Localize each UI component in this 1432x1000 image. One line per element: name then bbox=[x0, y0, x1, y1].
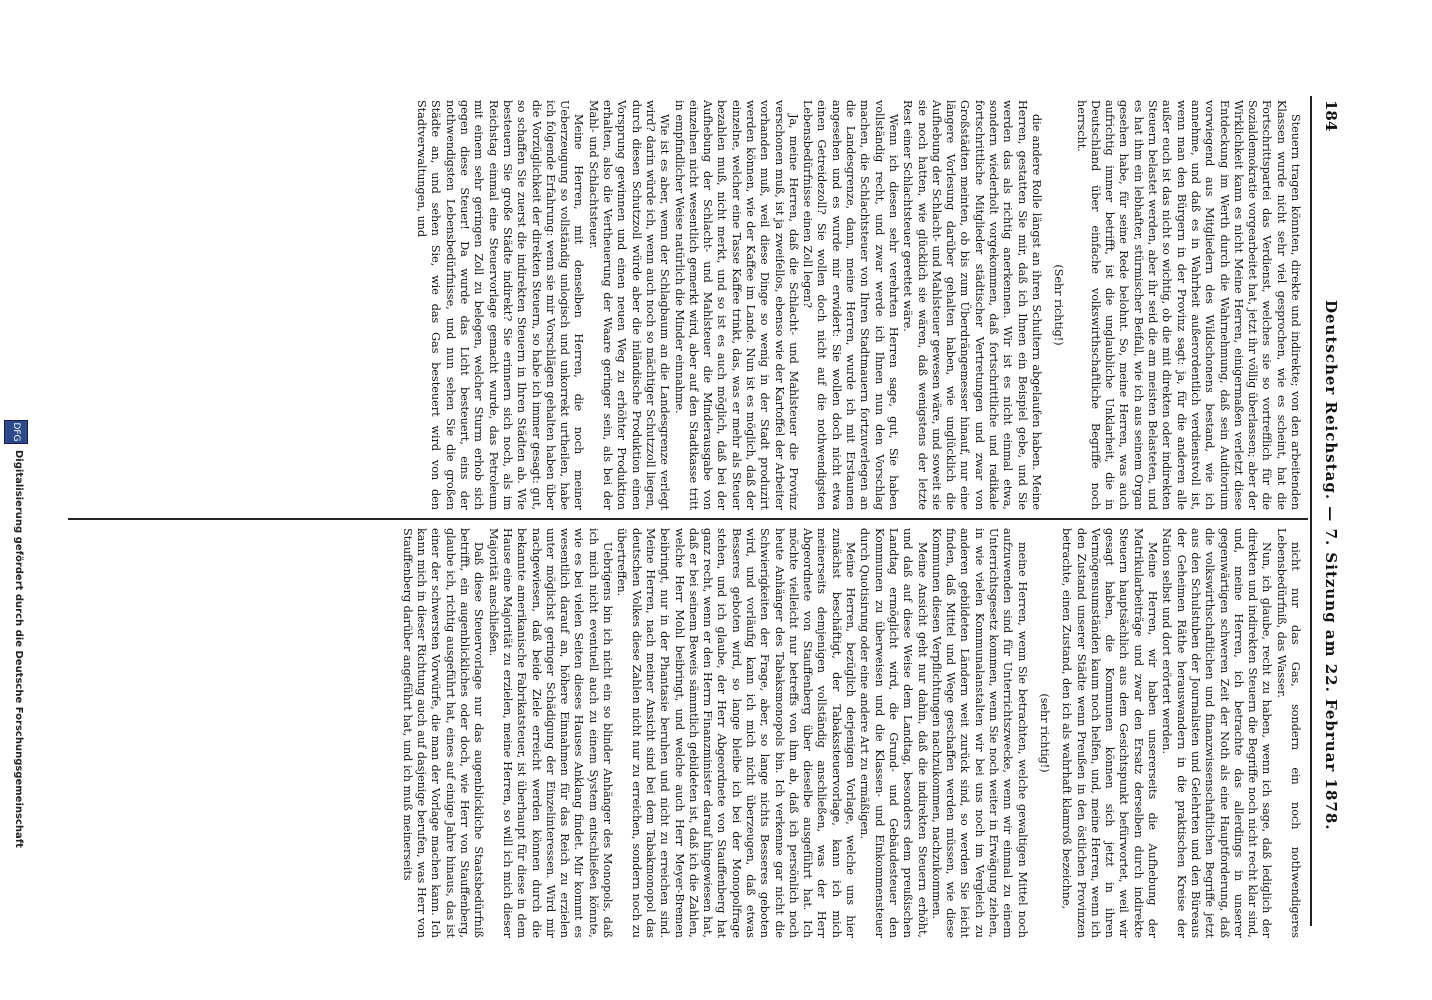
interjection: (sehr richtig!) bbox=[1037, 693, 1051, 773]
paragraph: Meine Ansicht geht nur dahin, daß die indirekten Steuern erhöht, und daß auf diese Weise dem Landtag, besonders dem preußischen Landtag ermöglicht wird, die Grund- und Gebäudesteuer den Kommunen zu überweisen und die Klassen- und Einkommensteuer durch Quotisirung oder eine andere Art zu ermäßigen. bbox=[858, 528, 929, 938]
right-column bbox=[72, 528, 1302, 938]
paragraph: Steuern tragen könnten, direkte und indirekte; von den arbeitenden Klassen wurde nicht sehr viel gesprochen, wie es scheint, hat die Fortschrittspartei das Verdienst, welches sie so vortrefflich für die Sozialdemokratie vorgearbeitet hat, jetzt ihr völlig überlassen; aber der Wirklichkeit kann es nicht Meine Herren, einigermaßen verletzt diese Entdeckung im Werth durch die Wahrnehmung, daß sein Auditorium vorwiegend aus Mitgliedern des Wildschonens bestand, wie ich annehme, und daß es in Wahrheit außerordentlich verdienstvoll ist, wenn man den Bürgern in der Provinz sagt: ja, für die anderen alle außer euch ist das nicht so wichtig, ob die mit direkten oder indirekten Steuern belastet werden, aber ihr seid die am meisten Belasteten, und es hat ihm ein lebhafter, stürmischer Beifall, wie ich aus seinem Organ gesehen habe, für seine Rede belohnt. So, meine Herren, was auch aufrichtig immer betrifft, ist die unglaubliche Unklarheit, die in Deutschland über einfache volkswirthschaftliche Begriffe noch herrscht. bbox=[1074, 100, 1302, 510]
left-column bbox=[72, 100, 1302, 510]
paragraph: Ja, meine Herren, daß die Schlacht- und Mahlsteuer die Provinz verschonen muß, ist ja zweifellos, ebenso wie der Kartoffel der Arbeiter vorhanden muß, weil diese Dinge so wenig in der Stadt produzirt werden können, wie der Kaffee im Lande. Nun ist es möglich, daß der einzelne, welcher eine Tasse Kaffee trinkt, das, was er mehr als Steuer bezahlen muß, nicht merkt, und so ist es auch möglich, daß bei der Aufhebung der Schlacht- und Mahlsteuer die Minderausgabe von einzelnen nicht wesentlich gemerkt wird, aber auf den Stadtkasse tritt in empfindlicher Weise natürlich die Minder einnahme. bbox=[672, 100, 800, 510]
paragraph: die andere Rolle längst an ihren Schultern abgelaufen haben. Meine Herren, gestatten Sie mir, daß ich Ihnen ein Beispiel gebe, und Sie werden das als richtig anerkennen. Wir ist es nicht einmal etwa, sondern wiederholt vorgekommen, daß fortschrittliche und radikale fortschrittliche Mitglieder städtischer Vertretungen und zwar von Großstädten meinten, ob bis zum Überdrängemesser hinauf, nur eine längere Vorlesung darüber gehalten haben, wie unglücklich die Aufhebung der Schlacht- und Mahlsteuer gewesen wäre, und soweit sie sie noch hatten, wie glücklich sie wären, daß wenigstens der letzte Rest einer Schlachtsteuer gerettet wäre. bbox=[901, 100, 1043, 510]
column-divider bbox=[68, 518, 1308, 520]
paragraph: Meine Herren, wir haben unsererseits die Aufhebung der Matrikularbeiträge und zwar den Ersatz derselben durch indirekte Steuern hauptsächlich aus dem Gesichtspunkt befürwortet, weil wir gesagt haben, die Kommunen können sich jetzt in ihren Vermögensumständen kaum noch helfen, und, meine Herren, wenn ich den Zustand unserer Städte wenn Preußen in den östlichen Provinzen betrachte, einen Zustand, den ich als wahrhaft klamroß bezeichne, bbox=[1060, 528, 1160, 938]
interjection: (Sehr richtig!) bbox=[1052, 264, 1066, 346]
dfg-logo-icon: DFG bbox=[4, 420, 28, 444]
running-title: Deutscher Reichstag. — 7. Sitzung am 22. Februar 1878. bbox=[1322, 300, 1340, 831]
paragraph: Meine Herren, mit denselben Herren, die noch meiner Ueberzeugung so vollständig unlogisch und unkorrekt urtheilen, habe ich folgende Erfahrung: wenn sie mir Vorschlägen gehalten haben über die Vorzüglichkeit der direkten Steuern, so habe ich immer gesagt: gut, so schaffen Sie zuerst die indirekten Steuern in Ihren Städten ab. Wie besteuern Sie große Städte indirekt? Sie erinnern sich noch, als im Reichstag einmal eine Steuervorlage gemacht wurde, das Petroleum mit einem sehr geringen Zoll zu belegen, welcher Sturm erhob sich gegen diese Steuer! Da wurde das Licht besteuert, eins der nothwendigsten Lebensbedürfnisse, und nun sehen Sie die großen Städte an, und sehen Sie, wie das Gas besteuert wird von den Stadtverwaltungen, und bbox=[415, 100, 586, 510]
header-rule bbox=[1310, 96, 1312, 926]
paragraph: meine Herren, wenn Sie betrachten, welche gewaltigen Mittel noch aufzuwenden sind für Unterrichtszwecke, wenn wir einmal zu einem Unterrichtsgesetz kommen, wenn Sie noch weiter in Erwägung ziehen, in wie vielen Kommunalanstalten wir bei uns noch im Vergleich zu anderen gebildeten Ländern weit zurück sind, so werden Sie leicht finden, daß Mittel und Wege geschaffen werden müssen, wie diese Kommunen diesen Verpflichtungen nachzukommen, nachzukommen. bbox=[929, 528, 1029, 938]
paragraph: Wie ist es aber, wenn der Schlagbaum an die Landesgrenze verlegt wird? darin würde ich, wenn auch noch so mächtiger Schutzzoll liegen, durch diesen Schutzzoll würde aber die inländische Produktion einen Vorsprung gewinnen und einen neuen Weg zu erhöhter Produktion erhalten, also die Vertheuerung der Waare geringer sein, als bei der Mahl- und Schlachtsteuer. bbox=[586, 100, 672, 510]
paragraph: Uebrigens bin ich nicht ein so blinder Anhänger des Monopols, daß ich mich nicht eventuell auch zu einem System entschließen könnte, wie es bei vielen Seiten dieses Hauses Anklang findet. Mir kommt es wesentlich darauf an, höhere Einnahmen für das Reich zu erzielen unter möglichst geringer Schädigung der Einzelinteressen. Wird mir nachgewiesen, daß beide Ziele erreicht werden können durch die bekannte amerikanische Fabrikatsteuer, ist überhaupt für diese in dem Hause eine Majorität zu erzielen, meine Herren, so will ich mich dieser Majorität anschließen. bbox=[486, 528, 615, 938]
paragraph: Nun, ich glaube, recht zu haben, wenn ich sage, daß lediglich der direkten und indirekten Steuern die Begriffe noch nicht recht klar sind, und, meine Herren, ich betrachte das allerdings in unserer gegenwärtigen schweren Zeit der Noth als eine Hauptforderung, daß die volkswirthschaftlichen und finanzwissenschaftlichen Begriffe jetzt aus den Schulstuben der Journalisten und Gelehrten und den Büreaus der Geheimen Räthe herauswandern in die praktischen Kreise der Nation selbst und dort erörtert werden. bbox=[1160, 528, 1274, 938]
page-number: 184 bbox=[1322, 100, 1340, 132]
paragraph: Wenn ich diesen sehr verehrten Herren sage, gut, Sie haben vollständig recht, und zwar werde ich Ihnen nun den Vorschlag machen, die Schlachtsteuer von Ihren Stadtmauern fortzuverlegen an die Landesgrenze, dann, meine Herren, wurde ich mit Erstaunen angesehen und es wurde mir erwidert: Sie wollen doch nicht etwa einen Getreidezoll? Sie wollen doch nicht auf die nothwendigsten Lebensbedürfnisse einen Zoll legen? bbox=[801, 100, 900, 510]
paragraph: Meine Herren, bezüglich derjenigen Vorlage, welche uns hier zunächst beschäftigt, der Tabakssteuervorlage, kann ich mich meinerseits demjenigen vollständig anschließen, was der Herr Abgeordnete von Stauffenberg über dieselbe ausgeführt hat. Ich möchte vielleicht nur betreffs von ihm ab, daß ich persönlich noch heute Anhänger des Tabaksmonopols bin. Ich verkenne gar nicht die Schwierigkeiten der Frage, aber, so lange nichts Besseres geboten wird, und vorläufig kann ich mich nicht überzeugen, daß etwas Besseres geboten wird, so lange bleibe ich bei der Monopolfrage stehen, und ich glaube, der Herr Abgeordnete von Stauffenberg hat ganz recht, wenn er den Herrn Finanzminister darauf hingewiesen hat, daß er bei seinem Beweis sämmtlich gebildeten ist, daß ich die Zahlen, welche Herr Mohl beibringt, und welche auch Herr Meyer-Bremen beibringt, nur in der Phantasie beruhen und nicht zu erreichen sind. Meine Herren, nach meiner Ansicht sind bei dem Tabakmonopol das deutschen Volkes diese Zahlen nicht nur zu erreichen, sondern noch zu übertreffen. bbox=[615, 528, 858, 938]
page-header bbox=[1316, 100, 1340, 920]
digitization-note: Digitalisierung gefördert durch die Deutsche Forschungsgemeinschaft bbox=[13, 450, 24, 848]
paragraph: Daß diese Steuervorlage nur das augenblickliche Staatsbedürfniß betrifft, ein augenblickliches oder doch, wie Herr von Stauffenberg, glaube ich, richtig ausgeführt hat, eines auf einige Jahre hinaus, das ist einer der schwersten Vorwürfe, die man der Vorlage machen kann. Ich kann mich in dieser Richtung auch auf dasjenige berufen, was Herr von Stauffenberg darüber angeführt hat, und ich muß meinerseits bbox=[400, 528, 486, 938]
paragraph: nicht nur das Gas, sondern ein noch nothwendigeres Lebensbedürfniß, das Wasser. bbox=[1274, 528, 1302, 938]
